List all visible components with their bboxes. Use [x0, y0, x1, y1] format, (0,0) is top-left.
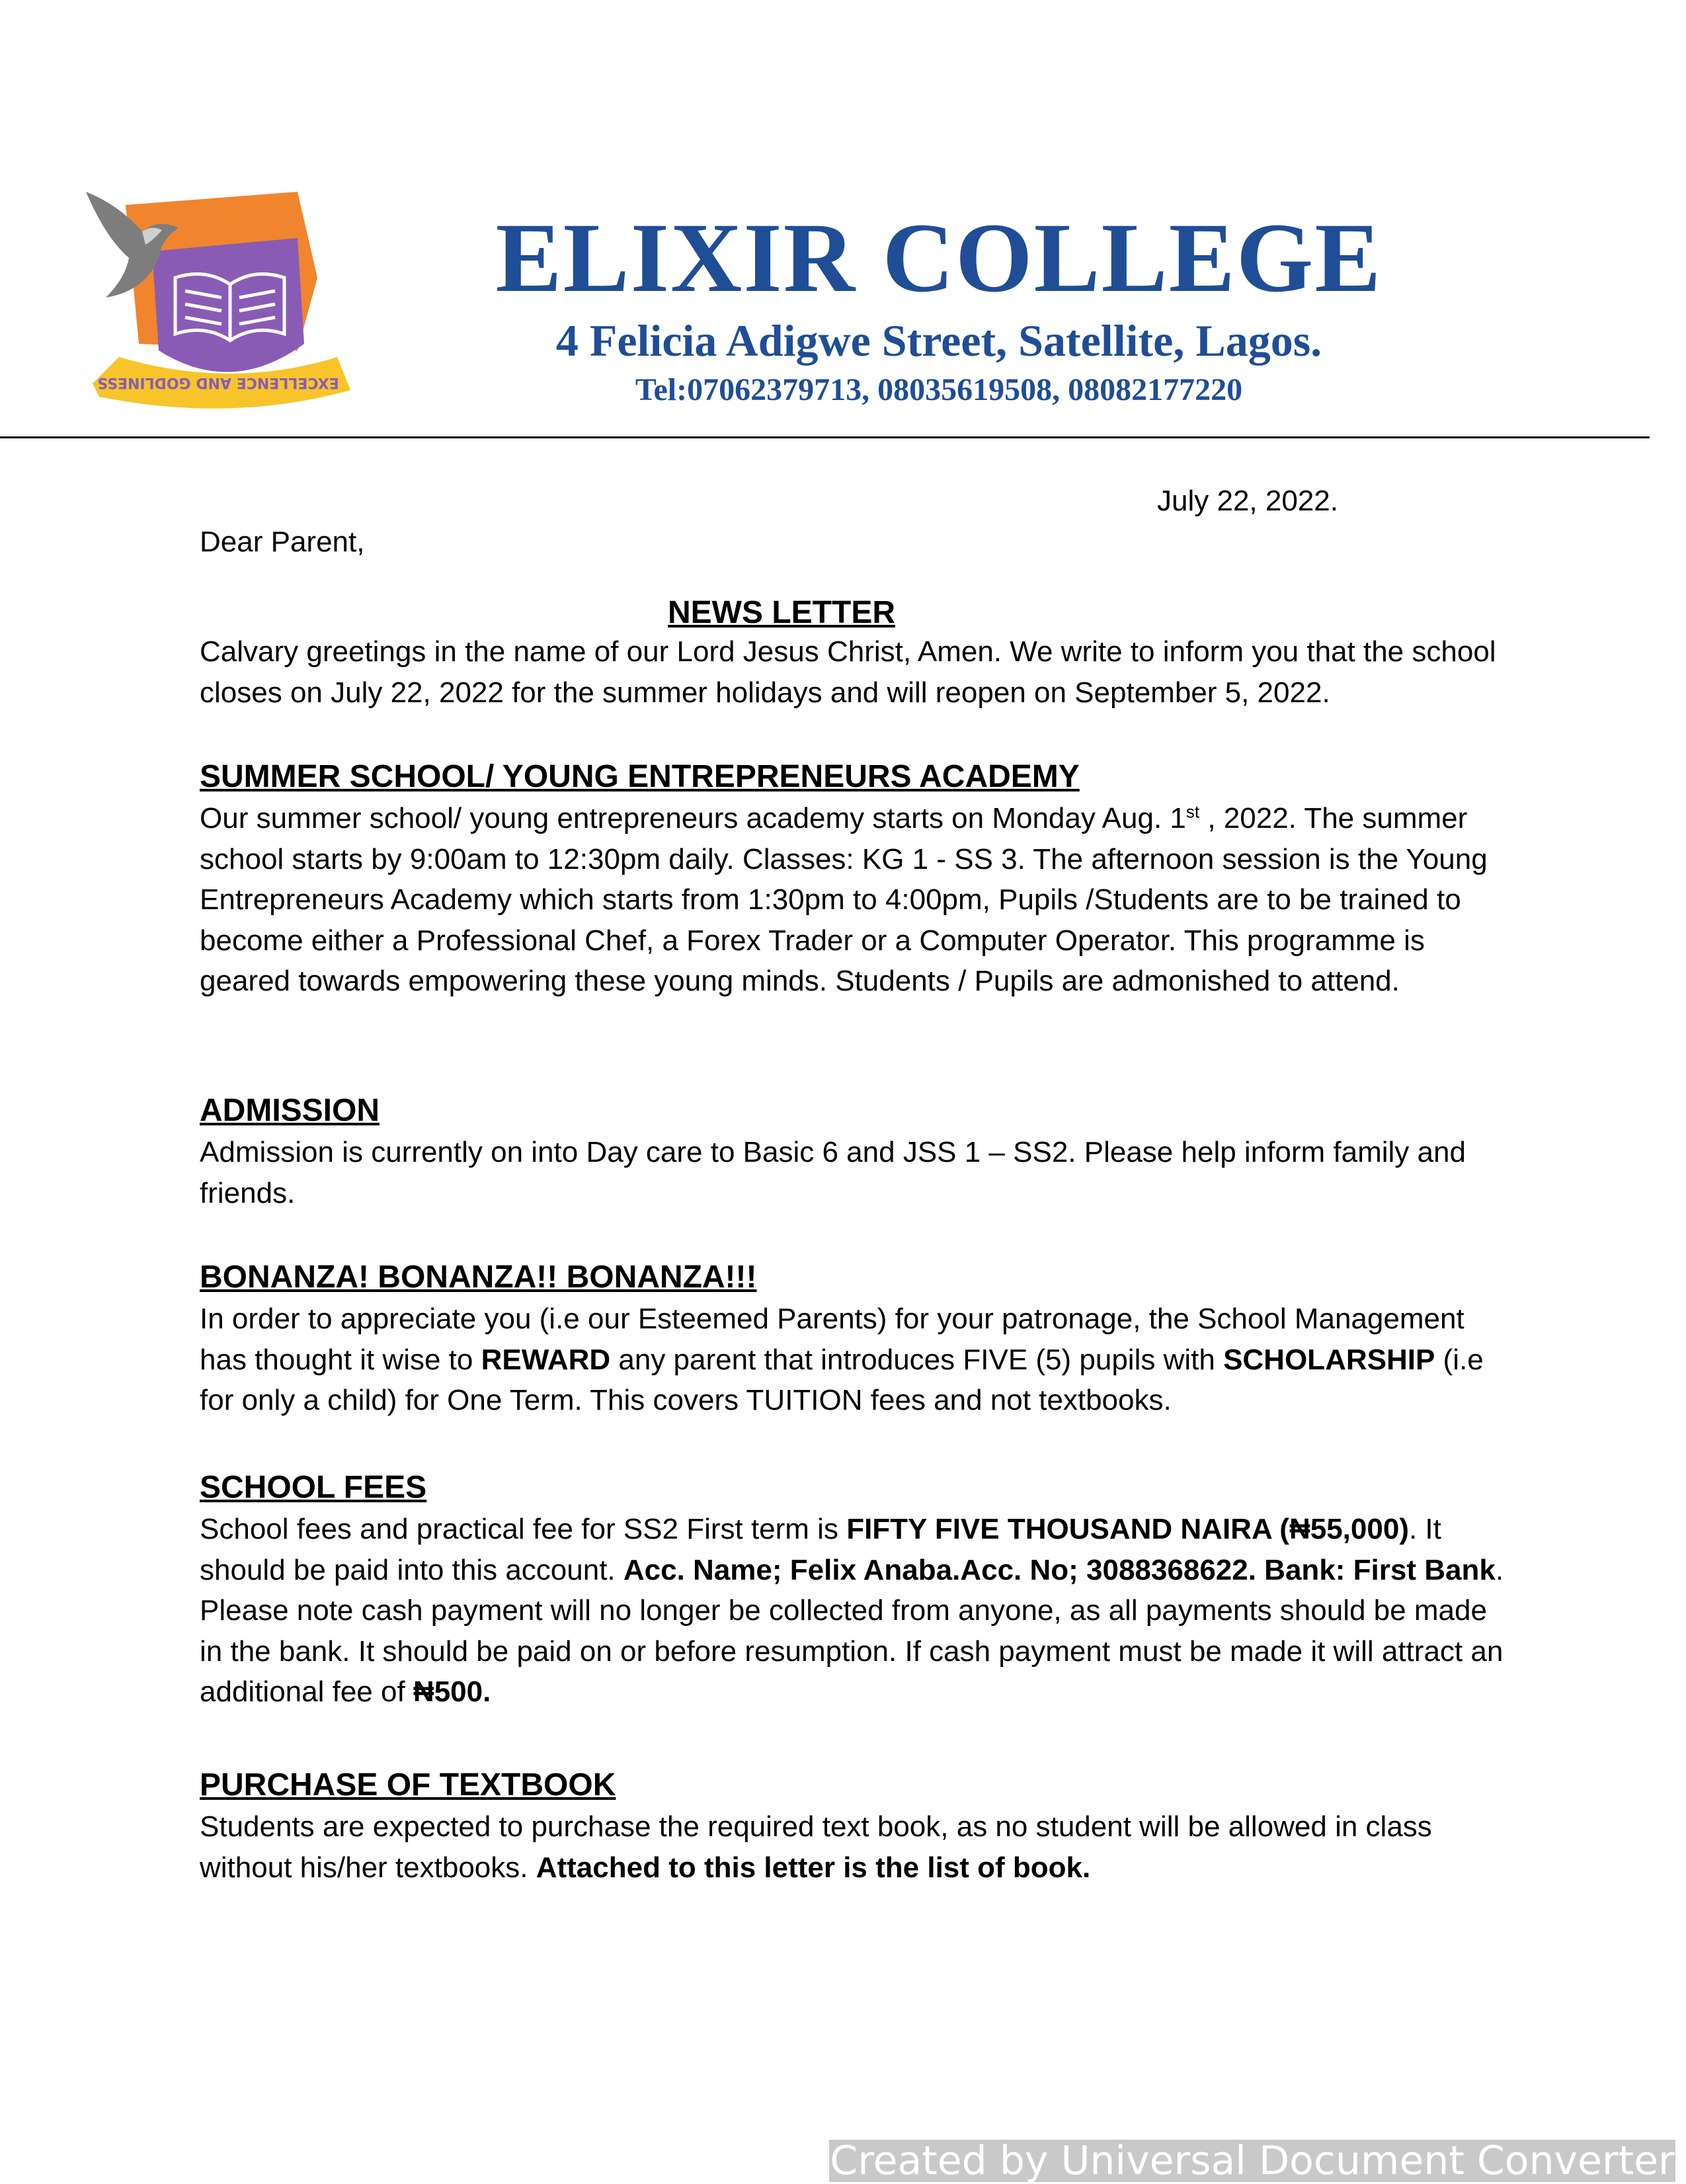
bonanza-text-2: any parent that introduces FIVE (5) pupils with	[610, 1343, 1224, 1376]
fees-bold-extra: ₦500.	[413, 1676, 491, 1708]
bonanza-bold-scholarship: SCHOLARSHIP	[1223, 1343, 1435, 1376]
bonanza-section	[200, 1256, 1515, 1421]
school-address: 4 Felicia Adigwe Street, Satellite, Lagos.	[555, 315, 1322, 366]
summer-school-section	[200, 756, 1515, 1002]
textbook-bold-attached: Attached to this letter is the list of book.	[536, 1851, 1091, 1884]
fees-bold-account: Acc. Name; Felix Anaba.Acc. No; 3088368622. Bank: First Bank	[623, 1553, 1496, 1586]
textbook-text-1: Students are expected to purchase the required text book, as no student will be allowed in class without his/her textbooks.	[200, 1810, 1432, 1884]
intro-paragraph: Calvary greetings in the name of our Lord Jesus Christ, Amen. We write to inform you that the school closes on July 22, 2022 for the summer holidays and will reopen on September 5, 2022.	[200, 635, 1496, 709]
bonanza-heading: BONANZA! BONANZA!! BONANZA!!!	[200, 1260, 757, 1295]
letter-date: July 22, 2022.	[1157, 485, 1338, 517]
school-logo	[79, 179, 357, 430]
fees-text-1: School fees and practical fee for SS2 First term is	[200, 1513, 847, 1545]
fees-text-3: . Please note cash payment will no longer be collected from anyone, as all payments should be made in the bank. It should be paid on or before resumption. If cash payment must be made it will attract an additional fee of	[200, 1553, 1504, 1708]
fees-text-2: . It should be paid into this account.	[200, 1513, 1441, 1586]
admission-section	[200, 1090, 1515, 1213]
bonanza-text-3: (i.e for only a child) for One Term. This covers TUITION fees and not textbooks.	[200, 1343, 1484, 1416]
bonanza-paragraph	[200, 1299, 1515, 1421]
summer-text-2: , 2022. The summer school starts by 9:00am to 12:30pm daily. Classes: KG 1 - SS 3. The afternoon session is the Young Entrepreneurs Academy which starts from 1:30pm to 4:00pm, Pupils /Students are to be trained to become either a Professional Chef, a Forex Trader or a Computer Operator. This programme is geared towards empowering these young minds. Students / Pupils are admonished to attend.	[200, 802, 1488, 997]
summer-school-paragraph	[200, 798, 1515, 1002]
summer-text-1: Our summer school/ young entrepreneurs academy starts on Monday Aug. 1	[200, 802, 1186, 834]
bonanza-bold-reward: REWARD	[481, 1343, 611, 1376]
school-fees-section	[200, 1467, 1515, 1713]
admission-heading: ADMISSION	[200, 1093, 380, 1128]
school-telephone: Tel:07062379713, 08035619508, 08082177220	[635, 372, 1243, 407]
salutation: Dear Parent,	[200, 526, 365, 558]
school-name: ELIXIR COLLEGE	[495, 203, 1383, 313]
bonanza-text-1: In order to appreciate you (i.e our Esteemed Parents) for your patronage, the School Management has thought it wise to	[200, 1303, 1465, 1376]
logo-motto: EXCELLENCE AND GODLINESS	[97, 374, 339, 391]
school-fees-paragraph	[200, 1509, 1515, 1713]
watermark: Created by Universal Document Converter	[830, 2138, 1675, 2184]
fees-bold-amount: FIFTY FIVE THOUSAND NAIRA (₦55,000)	[846, 1513, 1409, 1545]
header-divider	[0, 436, 1650, 438]
summer-sup: st	[1185, 801, 1200, 822]
textbook-paragraph	[200, 1806, 1515, 1888]
textbook-section	[200, 1764, 1515, 1888]
intro-section	[200, 631, 1515, 713]
school-fees-heading: SCHOOL FEES	[200, 1470, 427, 1505]
admission-paragraph: Admission is currently on into Day care to Basic 6 and JSS 1 – SS2. Please help inform family and friends.	[200, 1136, 1466, 1209]
textbook-heading: PURCHASE OF TEXTBOOK	[200, 1767, 616, 1802]
summer-school-heading: SUMMER SCHOOL/ YOUNG ENTREPRENEURS ACADEMY	[200, 759, 1080, 794]
newsletter-heading: NEWS LETTER	[668, 595, 895, 630]
